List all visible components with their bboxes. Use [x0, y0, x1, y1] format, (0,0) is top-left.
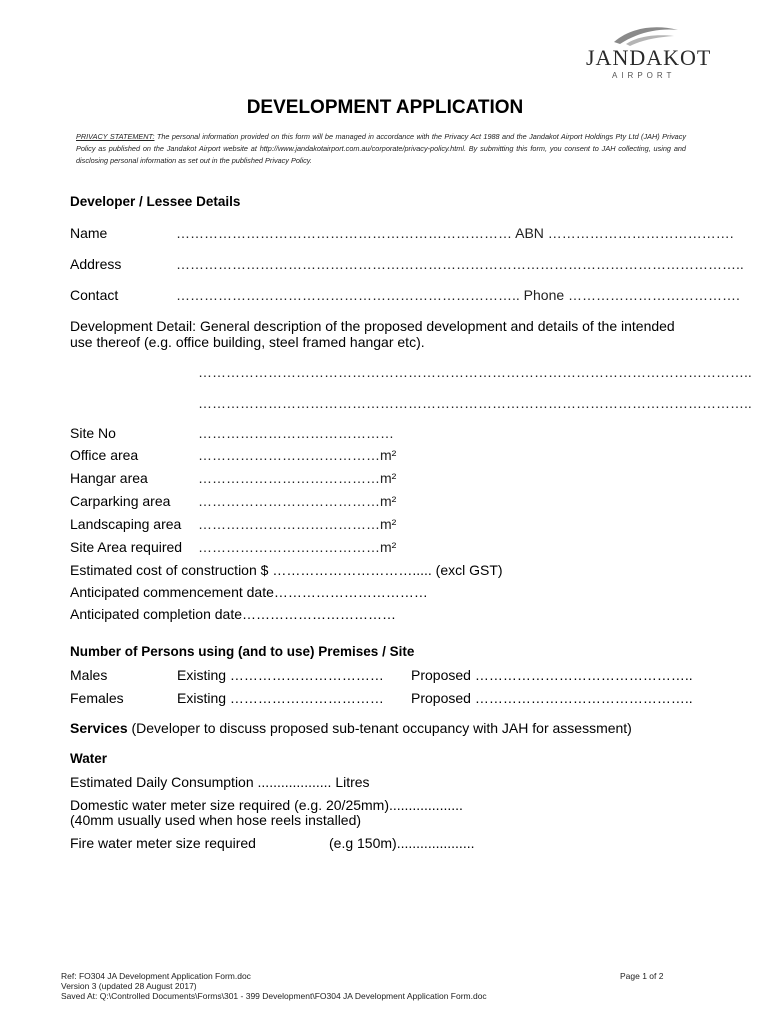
address-label: Address: [70, 256, 122, 272]
females-proposed-field[interactable]: Proposed ………………………………………..: [411, 690, 693, 706]
privacy-label: PRIVACY STATEMENT:: [76, 132, 155, 141]
logo-wordmark: JANDAKOT: [586, 45, 712, 70]
completion-date-field[interactable]: Anticipated completion date……………………………: [70, 606, 396, 622]
development-detail-line-1[interactable]: ………………………………………………………………………………………………………..: [198, 364, 752, 380]
males-label: Males: [70, 667, 108, 683]
site-area-required-field[interactable]: …………………………………m²: [198, 539, 397, 555]
estimated-cost-field[interactable]: Estimated cost of construction $ …………………………..... (excl GST): [70, 562, 503, 578]
site-no-field[interactable]: ……………………………………: [198, 425, 394, 441]
landscaping-area-field[interactable]: …………………………………m²: [198, 516, 397, 532]
hangar-area-label: Hangar area: [70, 470, 148, 486]
carparking-area-label: Carparking area: [70, 493, 171, 509]
carparking-area-field[interactable]: …………………………………m²: [198, 493, 397, 509]
development-detail-description: Development Detail: General description of the proposed development and details of the intended use thereof (e.g. office building, steel framed hangar etc).: [70, 318, 675, 350]
services-note: [70, 720, 632, 736]
landscaping-area-label: Landscaping area: [70, 516, 182, 532]
fire-meter-size-field[interactable]: (e.g 150m)....................: [329, 835, 475, 851]
water-heading: Water: [70, 751, 108, 766]
document-footer: [61, 971, 487, 1001]
services-text: (Developer to discuss proposed sub-tenant occupancy with JAH for assessment): [127, 720, 632, 736]
females-label: Females: [70, 690, 124, 706]
development-detail-line-2[interactable]: ………………………………………………………………………………………………………..: [198, 395, 752, 411]
hangar-area-field[interactable]: …………………………………m²: [198, 470, 397, 486]
fire-meter-label: Fire water meter size required: [70, 835, 256, 851]
males-proposed-field[interactable]: Proposed ………………………………………..: [411, 667, 693, 683]
persons-heading: Number of Persons using (and to use) Premises / Site: [70, 644, 415, 659]
footer-version: Version 3 (updated 28 August 2017): [61, 981, 197, 991]
jandakot-swoosh-logo-icon: [612, 22, 682, 46]
footer-saved-path: Saved At: Q:\Controlled Documents\Forms\301 - 399 Development\FO304 JA Development Application Form.doc: [61, 991, 487, 1001]
footer-ref: Ref: FO304 JA Development Application Form.doc: [61, 971, 251, 981]
females-existing-field[interactable]: Existing ……………………………: [177, 690, 384, 706]
address-field[interactable]: …………………………………………………………………………………………………………..: [176, 256, 744, 272]
name-label: Name: [70, 225, 108, 241]
commencement-date-field[interactable]: Anticipated commencement date……………………………: [70, 584, 428, 600]
office-area-label: Office area: [70, 447, 139, 463]
site-area-required-label: Site Area required: [70, 539, 183, 555]
contact-label: Contact: [70, 287, 119, 303]
contact-phone-field[interactable]: ……………………………………………………………….. Phone ……………………………….: [176, 287, 740, 303]
name-abn-field[interactable]: ……………………………………………………………… ABN ………………………………….: [176, 225, 734, 241]
site-no-label: Site No: [70, 425, 116, 441]
developer-heading: Developer / Lessee Details: [70, 194, 241, 209]
domestic-meter-size-field[interactable]: Domestic water meter size required (e.g. 20/25mm)...................: [70, 797, 463, 813]
page-number: Page 1 of 2: [620, 971, 664, 981]
privacy-statement: [76, 131, 686, 167]
office-area-field[interactable]: …………………………………m²: [198, 447, 397, 463]
privacy-text: The personal information provided on this form will be managed in accordance with the Privacy Act 1988 and the Jandakot Airport Holdings Pty Ltd (JAH) Privacy Policy as published on the Jandakot Airport website at http://www.jandakotairport.com.au/corporate/privacy-policy.html. By submitting this form, you consent to JAH collecting, using and disclosing personal information as set out in the published Privacy Policy.: [76, 132, 686, 165]
logo-subtitle: AIRPORT: [612, 71, 676, 80]
services-label: Services: [70, 720, 128, 736]
males-existing-field[interactable]: Existing ……………………………: [177, 667, 384, 683]
page-title: DEVELOPMENT APPLICATION: [246, 97, 524, 118]
daily-consumption-field[interactable]: Estimated Daily Consumption ................... Litres: [70, 774, 370, 790]
domestic-meter-note: (40mm usually used when hose reels installed): [70, 812, 362, 828]
